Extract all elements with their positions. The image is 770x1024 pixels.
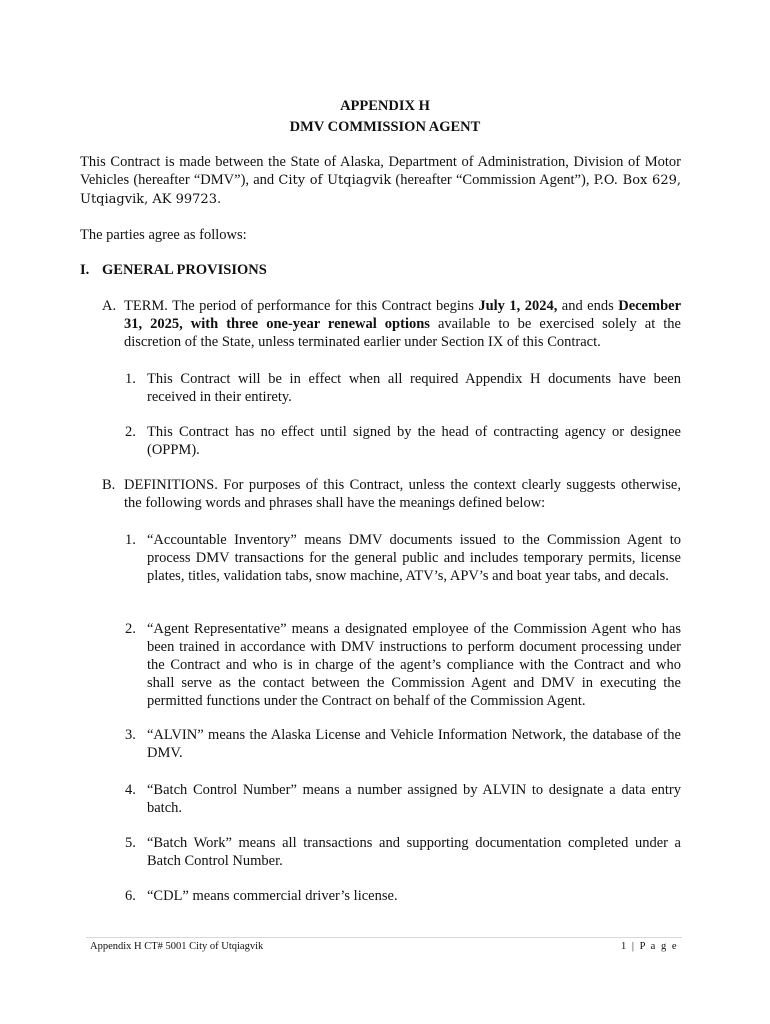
intro-text-2: (hereafter “Commission Agent”), bbox=[391, 172, 594, 188]
list-item-text: “Agent Representative” means a designated employee of the Commission Agent who has been trained in accordance with DMV instructions to perform document processing under the Contract and who is in charge of the agent’s compliance with the Contract and who shall serve as the contact between the Commission Agent and DMV in executing the permitted functions under the Contract on behalf of the Commission Agent. bbox=[147, 621, 681, 709]
definition-4 bbox=[125, 781, 681, 817]
list-marker: 2. bbox=[125, 424, 136, 440]
section-number: I. bbox=[80, 262, 90, 278]
definitions-text: DEFINITIONS. For purposes of this Contract, unless the context clearly suggests otherwise, the following words and phrases shall have the meanings defined below: bbox=[124, 477, 681, 511]
list-item-text: “Accountable Inventory” means DMV documents issued to the Commission Agent to process DMV transactions for the general public and includes temporary permits, license plates, titles, validation tabs, snow machine, ATV’s, APV’s and boat year tabs, and decals. bbox=[147, 532, 681, 584]
definition-5 bbox=[125, 834, 681, 870]
definition-3 bbox=[125, 726, 681, 762]
intro-paragraph bbox=[80, 153, 681, 209]
list-marker: 5. bbox=[125, 835, 136, 851]
intro-address: P.O. Box 629, Utqiagvik, AK 99723. bbox=[80, 173, 682, 207]
footer-divider bbox=[86, 937, 682, 938]
term-end-date: December 31, 2025, with three one-year renewal options bbox=[124, 298, 682, 332]
term-text-3: available to be exercised solely at the discretion of the State, unless terminated earlier under Section IX of this Contract. bbox=[124, 316, 681, 350]
definitions-item bbox=[102, 476, 681, 512]
section-heading bbox=[80, 261, 267, 279]
term-subitem-2 bbox=[125, 423, 681, 459]
definition-1 bbox=[125, 531, 681, 585]
footer-document-id: Appendix H CT# 5001 City of Utqiagvik bbox=[90, 941, 264, 952]
list-marker: 1. bbox=[125, 371, 136, 387]
document-title: APPENDIX H bbox=[340, 98, 430, 114]
term-start-date: July 1, 2024, bbox=[478, 298, 558, 314]
list-item-text: “Batch Work” means all transactions and supporting documentation completed under a Batch Control Number. bbox=[147, 835, 681, 869]
definition-2 bbox=[125, 620, 681, 710]
term-text-2: and ends bbox=[557, 298, 619, 314]
definition-6 bbox=[125, 887, 681, 905]
list-item-text: This Contract will be in effect when all required Appendix H documents have been received in their entirety. bbox=[147, 371, 681, 405]
list-marker: 4. bbox=[125, 782, 136, 798]
term-text-1: TERM. The period of performance for this Contract begins bbox=[124, 298, 479, 314]
list-marker: 1. bbox=[125, 532, 136, 548]
definitions-marker: B. bbox=[102, 477, 116, 493]
term-subitem-1 bbox=[125, 370, 681, 406]
list-marker: 6. bbox=[125, 888, 136, 904]
intro-city: City of Utqiagvik bbox=[278, 173, 392, 188]
list-marker: 3. bbox=[125, 727, 136, 743]
term-marker: A. bbox=[102, 298, 117, 314]
list-item-text: This Contract has no effect until signed by the head of contracting agency or designee (OPPM). bbox=[147, 424, 681, 458]
list-marker: 2. bbox=[125, 621, 136, 637]
intro-text-1: This Contract is made between the State of Alaska, Department of Administration, Division of Motor Vehicles (hereafter “DMV”), and bbox=[80, 154, 681, 188]
document-subtitle: DMV COMMISSION AGENT bbox=[289, 119, 481, 135]
list-item-text: “CDL” means commercial driver’s license. bbox=[147, 888, 398, 904]
parties-paragraph: The parties agree as follows: bbox=[80, 227, 247, 243]
section-title: GENERAL PROVISIONS bbox=[102, 262, 267, 278]
footer-page-number: 1 | P a g e bbox=[621, 941, 678, 952]
term-item bbox=[102, 297, 682, 351]
list-item-text: “ALVIN” means the Alaska License and Vehicle Information Network, the database of the DMV. bbox=[147, 727, 681, 761]
list-item-text: “Batch Control Number” means a number assigned by ALVIN to designate a data entry batch. bbox=[147, 782, 681, 816]
